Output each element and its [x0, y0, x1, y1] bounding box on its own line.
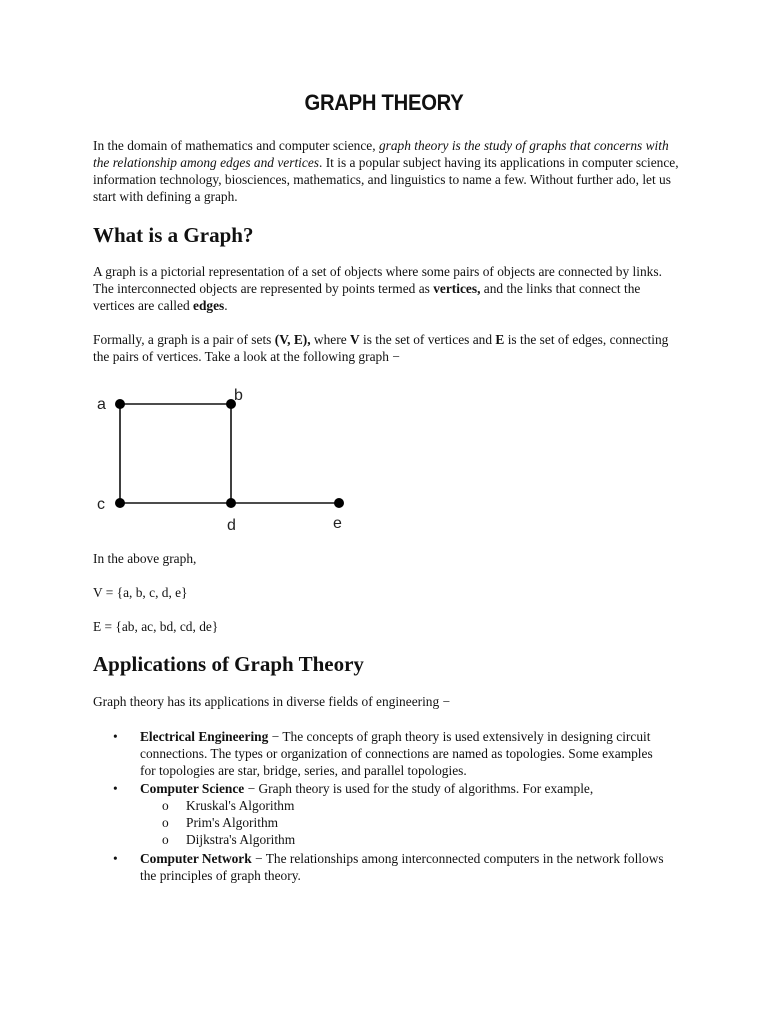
- vertex-label-c: c: [97, 496, 105, 513]
- term-e: E: [495, 332, 505, 347]
- intro-paragraph: [93, 137, 683, 205]
- item-text: − Graph theory is used for the study of algorithms. For example,: [244, 781, 594, 796]
- term-v: V: [350, 332, 360, 347]
- vertex-label-e: e: [333, 515, 342, 532]
- definition-text-c: .: [224, 298, 228, 313]
- vertex-label-b: b: [234, 387, 243, 404]
- formal-text-c: is the set of vertices and: [359, 332, 496, 347]
- item-term: Computer Science: [140, 781, 245, 796]
- edge-set: E = {ab, ac, bd, cd, de}: [93, 619, 219, 634]
- example-graph-diagram: [88, 380, 358, 540]
- vertex-d: [226, 498, 236, 508]
- term-vertices: vertices,: [433, 281, 481, 296]
- formal-definition-paragraph: [93, 331, 683, 365]
- algorithm-sublist: [140, 797, 673, 848]
- vertex-set: V = {a, b, c, d, e}: [93, 585, 188, 600]
- formal-text-d: is the set of edges, connecting the pairs of vertices. Take a look at the following graph −: [93, 332, 669, 364]
- after-graph-line-1: In the above graph,: [93, 551, 197, 566]
- applications-list: [113, 728, 673, 885]
- item-term: Electrical Engineering: [140, 729, 269, 744]
- list-item-computer-network: [113, 850, 673, 884]
- item-text: − The concepts of graph theory is used extensively in designing circuit connections. The types or organization of connections are named as topologies. Some examples for topologies are star, bridge, series, and parallel topologies.: [140, 729, 653, 778]
- sub-item-kruskal: o Kruskal's Algorithm: [140, 797, 673, 814]
- list-item-computer-science: [113, 780, 673, 848]
- vertex-c: [115, 498, 125, 508]
- formal-text-b: where: [310, 332, 350, 347]
- term-edges: edges: [193, 298, 225, 313]
- formal-text-a: Formally, a graph is a pair of sets: [93, 332, 275, 347]
- item-term: Computer Network: [140, 851, 252, 866]
- sub-item-prim: o Prim's Algorithm: [140, 814, 673, 831]
- intro-text-b: . It is a popular subject having its applications in computer science, information technology, biosciences, mathematics, and linguistics to name a few. Without further ado, let us start with defining a graph.: [93, 155, 679, 204]
- graph-definition-paragraph: [93, 263, 683, 314]
- vertex-label-d: d: [227, 517, 236, 534]
- vertex-e: [334, 498, 344, 508]
- heading-applications: Applications of Graph Theory: [93, 652, 364, 676]
- sub-item-dijkstra: o Dijkstra's Algorithm: [140, 831, 673, 848]
- vertex-label-a: a: [97, 396, 106, 413]
- term-ve-pair: (V, E),: [274, 332, 311, 347]
- definition-text-a: A graph is a pictorial representation of a set of objects where some pairs of objects are connected by links. The interconnected objects are represented by points termed as: [93, 264, 662, 296]
- applications-intro: Graph theory has its applications in diverse fields of engineering −: [93, 694, 451, 709]
- list-item-electrical: [113, 728, 673, 779]
- vertex-a: [115, 399, 125, 409]
- intro-text-a: In the domain of mathematics and computer science,: [93, 138, 379, 153]
- item-text: − The relationships among interconnected computers in the network follows the principles of graph theory.: [140, 851, 664, 883]
- intro-italic-definition: graph theory is the study of graphs that concerns with the relationship among edges and vertices: [93, 138, 669, 170]
- definition-text-b: and the links that connect the vertices are called: [93, 281, 641, 313]
- page-title: GRAPH THEORY: [304, 90, 464, 115]
- heading-what-is-graph: What is a Graph?: [93, 223, 254, 247]
